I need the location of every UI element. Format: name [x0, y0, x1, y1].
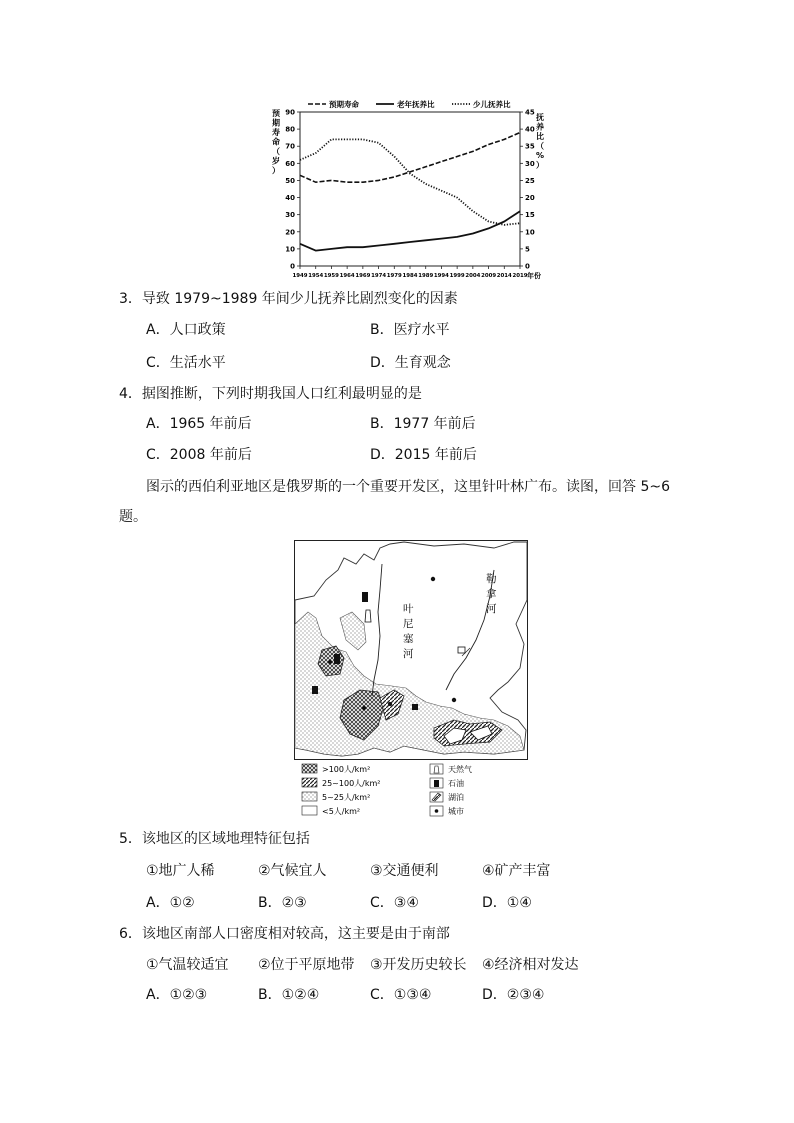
- river-yenisei-char-2: 尼: [403, 618, 414, 630]
- river-lena-char-2: 拿: [486, 588, 497, 600]
- gas-icon: [365, 610, 371, 622]
- river-yenisei-char-4: 河: [403, 648, 414, 660]
- legend-density-4: <5人/km²: [322, 807, 361, 816]
- question-6-option-d: D．②③④: [482, 987, 545, 1003]
- question-5-statement-2: ②气候宜人: [258, 863, 327, 879]
- ylabel-left-char: 寿: [272, 128, 280, 137]
- x-tick-label: 2014: [496, 273, 512, 279]
- question-6-statement-3: ③开发历史较长: [370, 957, 467, 973]
- x-tick-label: 1969: [355, 273, 371, 279]
- chart-labels: [272, 100, 544, 280]
- ylabel-left-char: 期: [272, 118, 280, 128]
- question-3-option-d: D．生育观念: [370, 355, 451, 371]
- right-tick-label: 35: [525, 142, 535, 151]
- x-tick-label: 1984: [402, 273, 418, 279]
- ylabel-right-char: ）: [536, 160, 544, 170]
- river-yenisei-char-3: 塞: [403, 633, 414, 645]
- oil-icon: [312, 686, 318, 694]
- ylabel-left-char: 预: [272, 109, 280, 118]
- x-tick-label: 1994: [433, 273, 449, 279]
- chart-axes: [297, 112, 523, 269]
- question-3-stem: 3．导致 1979~1989 年间少儿抚养比剧烈变化的因素: [119, 291, 458, 307]
- x-tick-label: 1999: [449, 273, 465, 279]
- city-marker: [362, 706, 366, 710]
- question-5-option-d: D．①④: [482, 895, 532, 911]
- ylabel-right-char: 比: [536, 132, 544, 141]
- question-5-stem: 5．该地区的区域地理特征包括: [119, 831, 310, 847]
- right-tick-label: 10: [525, 228, 535, 237]
- city-marker: [431, 577, 435, 581]
- series-line-dotted: [300, 139, 520, 225]
- map-legend: [302, 764, 472, 816]
- question-3-option-c: C．生活水平: [146, 355, 226, 371]
- right-tick-label: 30: [525, 159, 535, 168]
- x-tick-label: 2004: [465, 273, 481, 279]
- legend-label: 老年抚养比: [397, 100, 435, 109]
- intro-paragraph-line1: 图示的西伯利亚地区是俄罗斯的一个重要开发区，这里针叶林广布。读图，回答 5~6: [146, 479, 670, 495]
- city-marker: [388, 702, 392, 706]
- left-tick-label: 30: [285, 211, 295, 220]
- legend-density-3: 5~25人/km²: [322, 793, 371, 802]
- left-tick-label: 90: [285, 108, 295, 117]
- river-yenisei-char-1: 叶: [403, 603, 414, 615]
- question-6-statement-1: ①气温较适宜: [146, 957, 229, 973]
- population-chart: [268, 100, 548, 282]
- question-5-statement-1: ①地广人稀: [146, 863, 215, 879]
- series-line-solid: [300, 211, 520, 250]
- legend-label: 少儿抚养比: [473, 100, 511, 109]
- river-lena-char-3: 河: [486, 603, 497, 615]
- oil-icon: [362, 592, 368, 602]
- legend-label: 预期寿命: [329, 100, 359, 109]
- ylabel-left-char: 岁: [272, 156, 280, 166]
- left-tick-label: 40: [285, 194, 295, 203]
- right-tick-label: 45: [525, 108, 535, 117]
- legend-lake-label: 湖泊: [448, 793, 464, 802]
- chart-series: [300, 133, 520, 251]
- x-tick-label: 1959: [323, 273, 339, 279]
- question-6-option-a: A．①②③: [146, 987, 208, 1003]
- question-6-option-b: B．①②④: [258, 987, 320, 1003]
- right-tick-label: 5: [525, 245, 530, 254]
- question-6-option-c: C．①③④: [370, 987, 432, 1003]
- ylabel-right-char: 养: [536, 122, 544, 132]
- legend-swatch-blank: [302, 806, 317, 815]
- left-tick-label: 70: [285, 142, 295, 151]
- question-5-statement-4: ④矿产丰富: [482, 863, 551, 879]
- question-3-option-a: A．人口政策: [146, 322, 226, 338]
- oil-icon: [334, 654, 340, 664]
- question-4-stem: 4．据图推断，下列时期我国人口红利最明显的是: [119, 386, 422, 402]
- legend-gas-label: 天然气: [448, 765, 472, 774]
- question-6-statement-2: ②位于平原地带: [258, 957, 355, 973]
- ylabel-right-char: 抚: [536, 113, 544, 122]
- ylabel-right-char: %: [535, 151, 545, 160]
- question-4-option-d: D．2015 年前后: [370, 447, 477, 463]
- ylabel-right-char: （: [536, 141, 544, 151]
- left-tick-label: 10: [285, 245, 295, 254]
- right-tick-label: 0: [525, 262, 530, 271]
- legend-oil-label: 石油: [448, 779, 464, 788]
- ylabel-left-char: （: [272, 147, 280, 156]
- x-tick-label: 1974: [371, 273, 387, 279]
- legend-swatch-dense: [302, 764, 317, 773]
- question-6-stem: 6．该地区南部人口密度相对较高，这主要是由于南部: [119, 926, 450, 942]
- x-tick-label: 1949: [292, 273, 308, 279]
- left-tick-label: 0: [290, 262, 295, 271]
- city-marker: [412, 704, 418, 710]
- x-tick-label: 1989: [418, 273, 434, 279]
- question-4-option-c: C．2008 年前后: [146, 447, 252, 463]
- left-tick-label: 80: [285, 125, 295, 134]
- left-tick-label: 50: [285, 176, 295, 185]
- legend-density-1: >100人/km²: [322, 765, 371, 774]
- x-tick-label: 1964: [339, 273, 355, 279]
- question-5-option-c: C．③④: [370, 895, 419, 911]
- question-4-option-b: B．1977 年前后: [370, 416, 476, 432]
- question-3-option-b: B．医疗水平: [370, 322, 450, 338]
- ylabel-left-char: 命: [272, 137, 280, 147]
- left-tick-label: 20: [285, 228, 295, 237]
- lake-icon: [458, 647, 465, 653]
- city-marker: [328, 660, 332, 664]
- x-tick-label: 1979: [386, 273, 402, 279]
- question-5-option-a: A．①②: [146, 895, 195, 911]
- intro-paragraph-line2: 题。: [119, 509, 147, 525]
- legend-city-label: 城市: [448, 807, 464, 816]
- x-tick-label: 1954: [308, 273, 324, 279]
- left-tick-label: 60: [285, 159, 295, 168]
- right-tick-label: 25: [525, 176, 535, 185]
- question-4-option-a: A．1965 年前后: [146, 416, 252, 432]
- question-6-statement-4: ④经济相对发达: [482, 957, 579, 973]
- ylabel-left-char: ）: [272, 166, 280, 175]
- siberia-map: [294, 540, 529, 822]
- right-tick-label: 15: [525, 211, 535, 220]
- right-tick-label: 40: [525, 125, 535, 134]
- question-5-option-b: B．②③: [258, 895, 307, 911]
- xlabel: 年份: [527, 272, 541, 280]
- question-5-statement-3: ③交通便利: [370, 863, 439, 879]
- x-tick-label: 2019: [512, 273, 528, 279]
- legend-swatch-hatch: [302, 778, 317, 787]
- legend-density-2: 25~100人/km²: [322, 779, 381, 788]
- x-tick-label: 2009: [481, 273, 497, 279]
- city-marker: [452, 698, 456, 702]
- river-lena-char-1: 勒: [486, 573, 497, 585]
- right-tick-label: 20: [525, 194, 535, 203]
- legend-swatch-dots: [302, 792, 317, 801]
